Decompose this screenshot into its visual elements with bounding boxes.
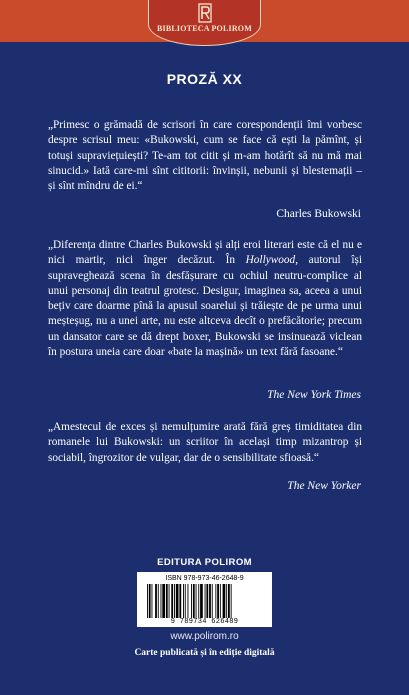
imprint-name: BIBLIOTECA POLIROM [157,24,252,33]
ean-digits: 9 789734 626489 [170,618,239,626]
book-title-italic: Hollywood [245,254,296,267]
quote-bukowski-attribution: Charles Bukowski [276,208,361,220]
quote-nyt-text-end: , autorul își supraveghează scena în desfășurare cu ochiul neutru-complice al unui personaj din teatrul grotesc. Desigur, imaginea sa, aceea a unui bețiv care doarme pînă la apusul soarelui și trăiește de pe urma unui meșteșug, nu a unei arte, nu este altceva decît o prefăcătorie; precum un dansator care se dă drept boxer, Bukowski se insinuează viclean în postura uneia care doar «bate la mașină» un text fără fasoane.“ [48,254,362,359]
series-title: PROZĂ XX [166,71,243,87]
website-link[interactable]: www.polirom.ro [170,631,239,642]
quote-new-yorker [48,420,362,466]
polirom-logo-icon [197,3,213,23]
quote-nyt-text [48,238,362,360]
barcode-block [137,572,272,627]
quote-bukowski [48,118,362,194]
quote-new-yorker-attribution: The New Yorker [287,480,361,492]
digital-edition-note: Carte publicată și în ediție digitală [134,648,275,658]
quote-nyt [48,238,362,360]
publisher-name: EDITURA POLIROM [157,557,252,568]
quote-bukowski-text: „Primesc o grămadă de scrisori în care corespondenții îmi vorbesc despre scrisul meu: «Bukowski, cum se face că ești la pămînt, și totuși supraviețuiești? Te-am tot citit și m-am hotărît să nu mă mai sinucid.» Iată care-mi sînt cititorii: învinșii, nebunii și blestemații – și sînt mîndru de ei.“ [48,119,362,193]
quote-new-yorker-text: „Amestecul de exces și nemulțumire arată fără greș timiditatea din romanele lui Bukowski: un scriitor în același timp mizantrop și sociabil, îngrozitor de vulgar, dar de o sensibilitate sfioasă.“ [48,421,362,464]
isbn-number: ISBN 978-973-46-2648-9 [165,575,244,582]
quote-nyt-text-start: „Diferența dintre Charles Bukowski și alți eroi literari este că el nu e nici martir, nici înger decăzut. În [48,239,362,267]
quote-nyt-attribution: The New York Times [267,389,361,401]
imprint-badge [148,0,261,46]
barcode-bars [147,584,262,618]
